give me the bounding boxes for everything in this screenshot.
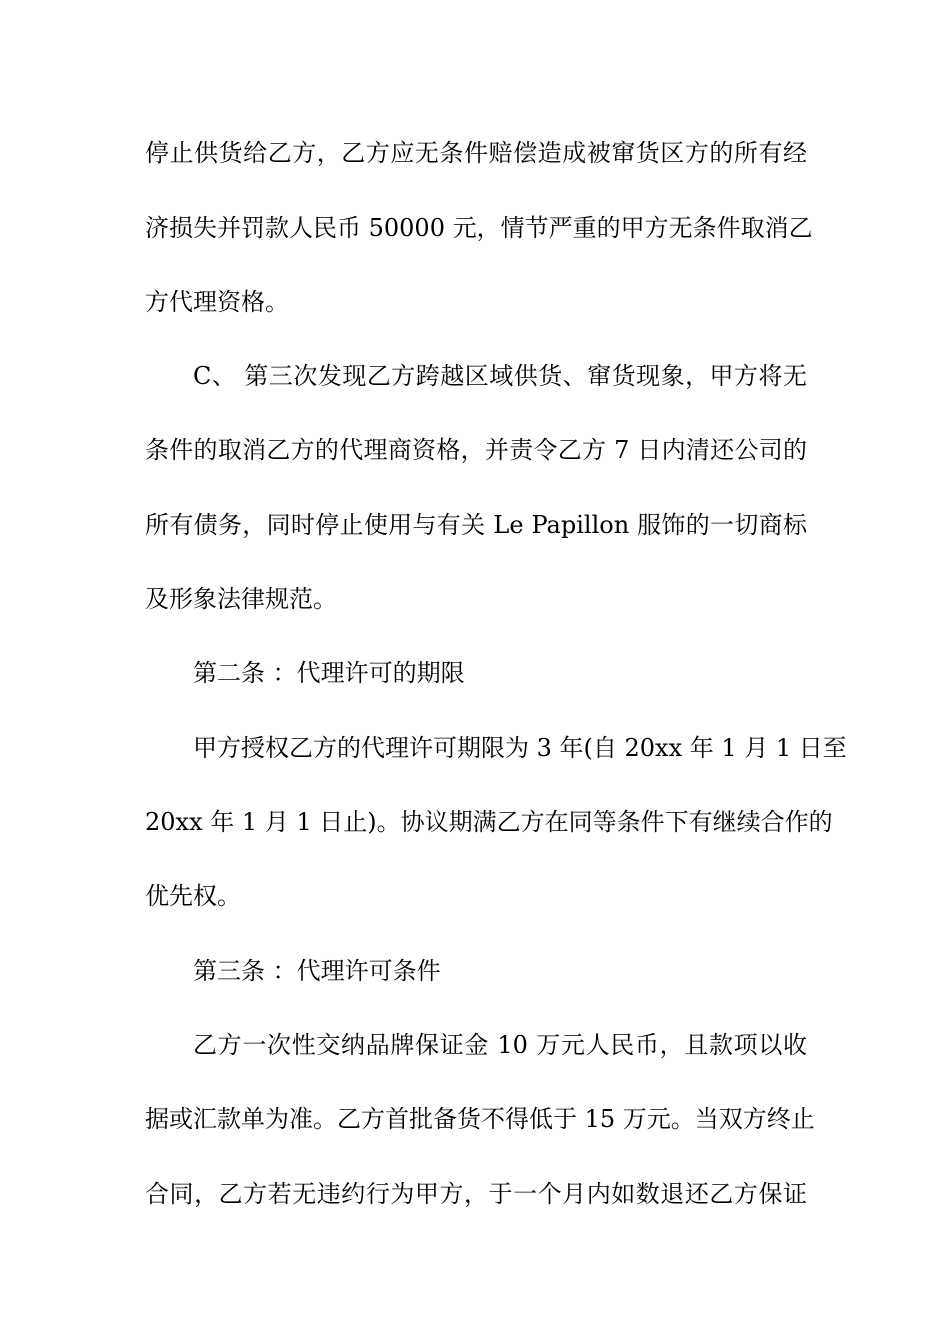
article-3-line-3: 合同，乙方若无违约行为甲方，于一个月内如数退还乙方保证	[145, 1180, 807, 1208]
clause-c-line-2: 条件的取消乙方的代理商资格，并责令乙方 7 日内清还公司的	[145, 436, 807, 464]
paragraph-line-1: 停止供货给乙方，乙方应无条件赔偿造成被窜货区方的所有经	[145, 139, 807, 167]
clause-c-line-3: 所有债务，同时停止使用与有关 Le Papillon 服饰的一切商标	[145, 511, 807, 539]
paragraph-line-3: 方代理资格。	[145, 288, 289, 316]
article-2-heading: 第二条 ：代理许可的期限	[193, 659, 465, 687]
article-3-line-1: 乙方一次性交纳品牌保证金 10 万元人民币，且款项以收	[193, 1031, 807, 1059]
article-3-heading: 第三条 ：代理许可条件	[193, 957, 441, 985]
article-3-line-2: 据或汇款单为准。乙方首批备货不得低于 15 万元。当双方终止	[145, 1105, 815, 1133]
article-2-line-1: 甲方授权乙方的代理许可期限为 3 年(自 20xx 年 1 月 1 日至	[193, 734, 847, 762]
article-2-line-3: 优先权。	[145, 882, 241, 910]
paragraph-line-2: 济损失并罚款人民币 50000 元，情节严重的甲方无条件取消乙	[145, 214, 813, 242]
clause-c-line-1: C、 第三次发现乙方跨越区域供货、窜货现象，甲方将无	[193, 362, 807, 390]
article-2-line-2: 20xx 年 1 月 1 日止)。协议期满乙方在同等条件下有继续合作的	[145, 808, 833, 836]
clause-c-line-4: 及形象法律规范。	[145, 585, 337, 613]
